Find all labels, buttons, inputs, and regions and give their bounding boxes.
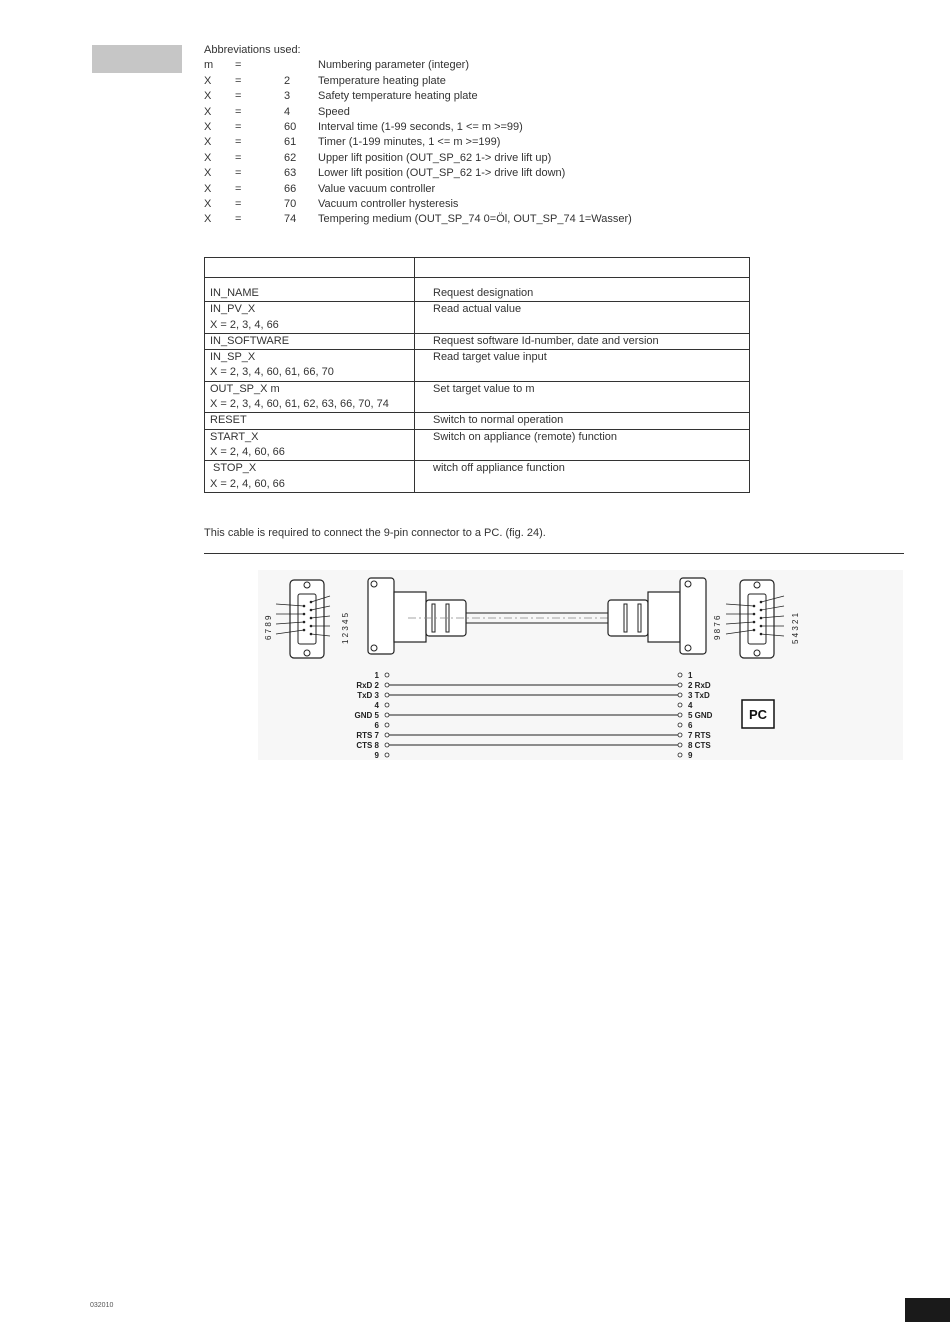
left-connector-bottom-numbers: 1 2 3 4 5 xyxy=(341,612,350,644)
command-name: OUT_SP_X m xyxy=(210,382,280,395)
function-cell xyxy=(415,381,750,413)
abbreviation-desc: Lower lift position (OUT_SP_62 1-> drive lift down) xyxy=(318,167,566,180)
table-row xyxy=(205,381,750,413)
abbreviation-var: X xyxy=(204,74,212,87)
command-cell xyxy=(205,286,415,302)
right-pin-terminal xyxy=(678,693,682,697)
command-cell xyxy=(205,413,415,429)
abbreviation-row xyxy=(204,151,764,166)
right-pin-terminal xyxy=(678,733,682,737)
command-description: Request software Id-number, date and version xyxy=(433,334,659,347)
abbreviation-var: X xyxy=(204,120,212,133)
cable-note: This cable is required to connect the 9-pin connector to a PC. (fig. 24). xyxy=(204,527,546,539)
right-pin-label: 8 CTS xyxy=(688,741,711,750)
function-cell xyxy=(415,461,750,493)
cable-diagram xyxy=(258,570,903,760)
left-pin-terminal xyxy=(385,693,389,697)
command-name: IN_NAME xyxy=(210,287,259,299)
abbreviation-eq: = xyxy=(235,120,242,133)
right-pin-terminal xyxy=(678,743,682,747)
abbreviations-list xyxy=(204,58,764,227)
command-parameters: X = 2, 3, 4, 60, 61, 62, 63, 66, 70, 74 xyxy=(210,398,389,411)
right-pin-terminal xyxy=(678,703,682,707)
abbreviation-desc: Vacuum controller hysteresis xyxy=(318,197,459,210)
abbreviation-num: 2 xyxy=(284,74,291,87)
right-pin-label: 7 RTS xyxy=(688,731,711,740)
command-parameters: X = 2, 4, 60, 66 xyxy=(210,477,285,490)
left-pin-label: RxD 2 xyxy=(356,681,379,690)
command-description: witch off appliance function xyxy=(433,462,565,475)
page-marker xyxy=(905,1298,950,1322)
abbreviation-desc: Value vacuum controller xyxy=(318,182,436,195)
abbreviation-row xyxy=(204,89,764,104)
left-connector-top-numbers: 6 7 8 9 xyxy=(264,615,273,640)
abbreviation-row xyxy=(204,182,764,197)
command-cell xyxy=(205,429,415,461)
table-row xyxy=(205,302,750,334)
abbreviation-desc: Safety temperature heating plate xyxy=(318,90,478,103)
spacer-cell xyxy=(415,278,750,287)
abbreviation-row xyxy=(204,166,764,181)
left-pin-label: 6 xyxy=(374,721,379,730)
table-row xyxy=(205,413,750,429)
left-pin-terminal xyxy=(385,713,389,717)
right-pin-terminal xyxy=(678,713,682,717)
left-pin-label: TxD 3 xyxy=(357,691,379,700)
command-parameters: X = 2, 4, 60, 66 xyxy=(210,445,285,458)
abbreviation-num: 66 xyxy=(284,182,297,195)
footer-code: 032010 xyxy=(90,1302,114,1309)
abbreviation-row xyxy=(204,74,764,89)
abbreviation-var: X xyxy=(204,136,212,149)
right-pin-terminal xyxy=(678,753,682,757)
abbreviation-eq: = xyxy=(235,151,242,164)
abbreviation-var: X xyxy=(204,182,212,195)
abbreviation-var: m xyxy=(204,59,214,72)
abbreviation-row xyxy=(204,212,764,227)
command-description: Switch on appliance (remote) function xyxy=(433,430,618,443)
abbreviation-desc: Interval time (1-99 seconds, 1 <= m >=99) xyxy=(318,120,523,133)
abbreviation-eq: = xyxy=(235,182,242,195)
command-cell xyxy=(205,350,415,382)
left-pin-label: 1 xyxy=(374,671,379,680)
left-pin-label: 4 xyxy=(374,701,379,710)
diagram-background xyxy=(258,570,903,760)
abbreviation-eq: = xyxy=(235,74,242,87)
cable-diagram-svg xyxy=(258,570,903,760)
table-spacer-row xyxy=(205,278,750,287)
table-header-row xyxy=(205,258,750,278)
abbreviation-num: 62 xyxy=(284,151,297,164)
table-row xyxy=(205,429,750,461)
pc-badge xyxy=(742,700,774,728)
abbreviation-var: X xyxy=(204,197,212,210)
abbreviation-num: 74 xyxy=(284,213,297,226)
abbreviation-eq: = xyxy=(235,197,242,210)
right-pin-label: 5 GND xyxy=(688,711,713,720)
abbreviation-var: X xyxy=(204,105,212,118)
abbreviation-row xyxy=(204,135,764,150)
left-pin-terminal xyxy=(385,733,389,737)
right-pin-label: 6 xyxy=(688,721,693,730)
pc-label: PC xyxy=(748,707,768,722)
abbreviation-row xyxy=(204,58,764,73)
command-cell xyxy=(205,302,415,334)
abbreviation-desc: Speed xyxy=(318,105,350,118)
right-pin-label: 2 RxD xyxy=(688,681,711,690)
header-cell-function xyxy=(415,258,750,278)
right-pin-label: 1 xyxy=(688,671,693,680)
command-description: Switch to normal operation xyxy=(433,414,564,427)
command-name: IN_SP_X xyxy=(210,351,256,364)
left-pin-terminal xyxy=(385,743,389,747)
right-pin-terminal xyxy=(678,683,682,687)
abbreviation-num: 61 xyxy=(284,136,297,149)
abbreviation-eq: = xyxy=(235,167,242,180)
command-name: RESET xyxy=(210,414,247,427)
abbreviation-row xyxy=(204,105,764,120)
abbreviation-desc: Temperature heating plate xyxy=(318,74,446,87)
right-connector-top-numbers: 9 8 7 6 xyxy=(713,615,722,640)
command-name: START_X xyxy=(210,430,259,443)
left-pin-terminal xyxy=(385,673,389,677)
left-pin-terminal xyxy=(385,683,389,687)
command-table xyxy=(204,257,750,493)
command-description: Request designation xyxy=(433,287,534,299)
abbreviation-var: X xyxy=(204,213,212,226)
table-row xyxy=(205,461,750,493)
command-parameters: X = 2, 3, 4, 60, 61, 66, 70 xyxy=(210,366,334,379)
divider xyxy=(204,553,904,554)
command-cell xyxy=(205,381,415,413)
left-pin-label: GND 5 xyxy=(354,711,379,720)
left-pin-label: CTS 8 xyxy=(356,741,379,750)
table-row xyxy=(205,350,750,382)
command-name: STOP_X xyxy=(210,462,257,475)
command-cell xyxy=(205,461,415,493)
command-parameters: X = 2, 3, 4, 66 xyxy=(210,318,279,331)
abbreviations-block xyxy=(204,43,764,228)
abbreviation-eq: = xyxy=(235,105,242,118)
right-pin-label: 3 TxD xyxy=(688,691,710,700)
section-marker xyxy=(92,45,182,73)
abbreviation-eq: = xyxy=(235,90,242,103)
abbreviation-num: 4 xyxy=(284,105,291,118)
abbreviation-num: 70 xyxy=(284,197,297,210)
command-cell xyxy=(205,333,415,349)
abbreviation-row xyxy=(204,197,764,212)
abbreviation-var: X xyxy=(204,151,212,164)
abbreviation-row xyxy=(204,120,764,135)
function-cell xyxy=(415,333,750,349)
right-pin-terminal xyxy=(678,723,682,727)
command-description: Set target value to m xyxy=(433,382,535,395)
abbreviation-num: 63 xyxy=(284,167,297,180)
function-cell xyxy=(415,302,750,334)
left-pin-label: RTS 7 xyxy=(356,731,379,740)
abbreviation-eq: = xyxy=(235,136,242,149)
command-name: IN_PV_X xyxy=(210,303,256,316)
command-description: Read target value input xyxy=(433,351,547,364)
command-name: IN_SOFTWARE xyxy=(210,334,290,347)
abbreviation-eq: = xyxy=(235,213,242,226)
left-pin-terminal xyxy=(385,723,389,727)
left-pin-terminal xyxy=(385,703,389,707)
header-cell-command xyxy=(205,258,415,278)
left-pin-label: 9 xyxy=(374,751,379,760)
abbreviations-title: Abbreviations used: xyxy=(204,44,301,56)
abbreviation-var: X xyxy=(204,90,212,103)
abbreviation-desc: Upper lift position (OUT_SP_62 1-> drive lift up) xyxy=(318,151,552,164)
abbreviation-var: X xyxy=(204,167,212,180)
right-pin-label: 4 xyxy=(688,701,693,710)
abbreviation-eq: = xyxy=(235,59,242,72)
right-pin-label: 9 xyxy=(688,751,693,760)
right-pin-terminal xyxy=(678,673,682,677)
abbreviation-desc: Tempering medium (OUT_SP_74 0=Öl, OUT_SP_74 1=Wasser) xyxy=(318,213,632,226)
abbreviation-num: 60 xyxy=(284,120,297,133)
left-pin-terminal xyxy=(385,753,389,757)
table-row xyxy=(205,286,750,302)
command-description: Read actual value xyxy=(433,303,522,316)
right-connector-bottom-numbers: 5 4 3 2 1 xyxy=(791,612,800,644)
function-cell xyxy=(415,286,750,302)
abbreviation-desc: Numbering parameter (integer) xyxy=(318,59,470,72)
abbreviation-desc: Timer (1-199 minutes, 1 <= m >=199) xyxy=(318,136,501,149)
function-cell xyxy=(415,429,750,461)
function-cell xyxy=(415,413,750,429)
abbreviation-num: 3 xyxy=(284,90,291,103)
function-cell xyxy=(415,350,750,382)
spacer-cell xyxy=(205,278,415,287)
table-row xyxy=(205,333,750,349)
